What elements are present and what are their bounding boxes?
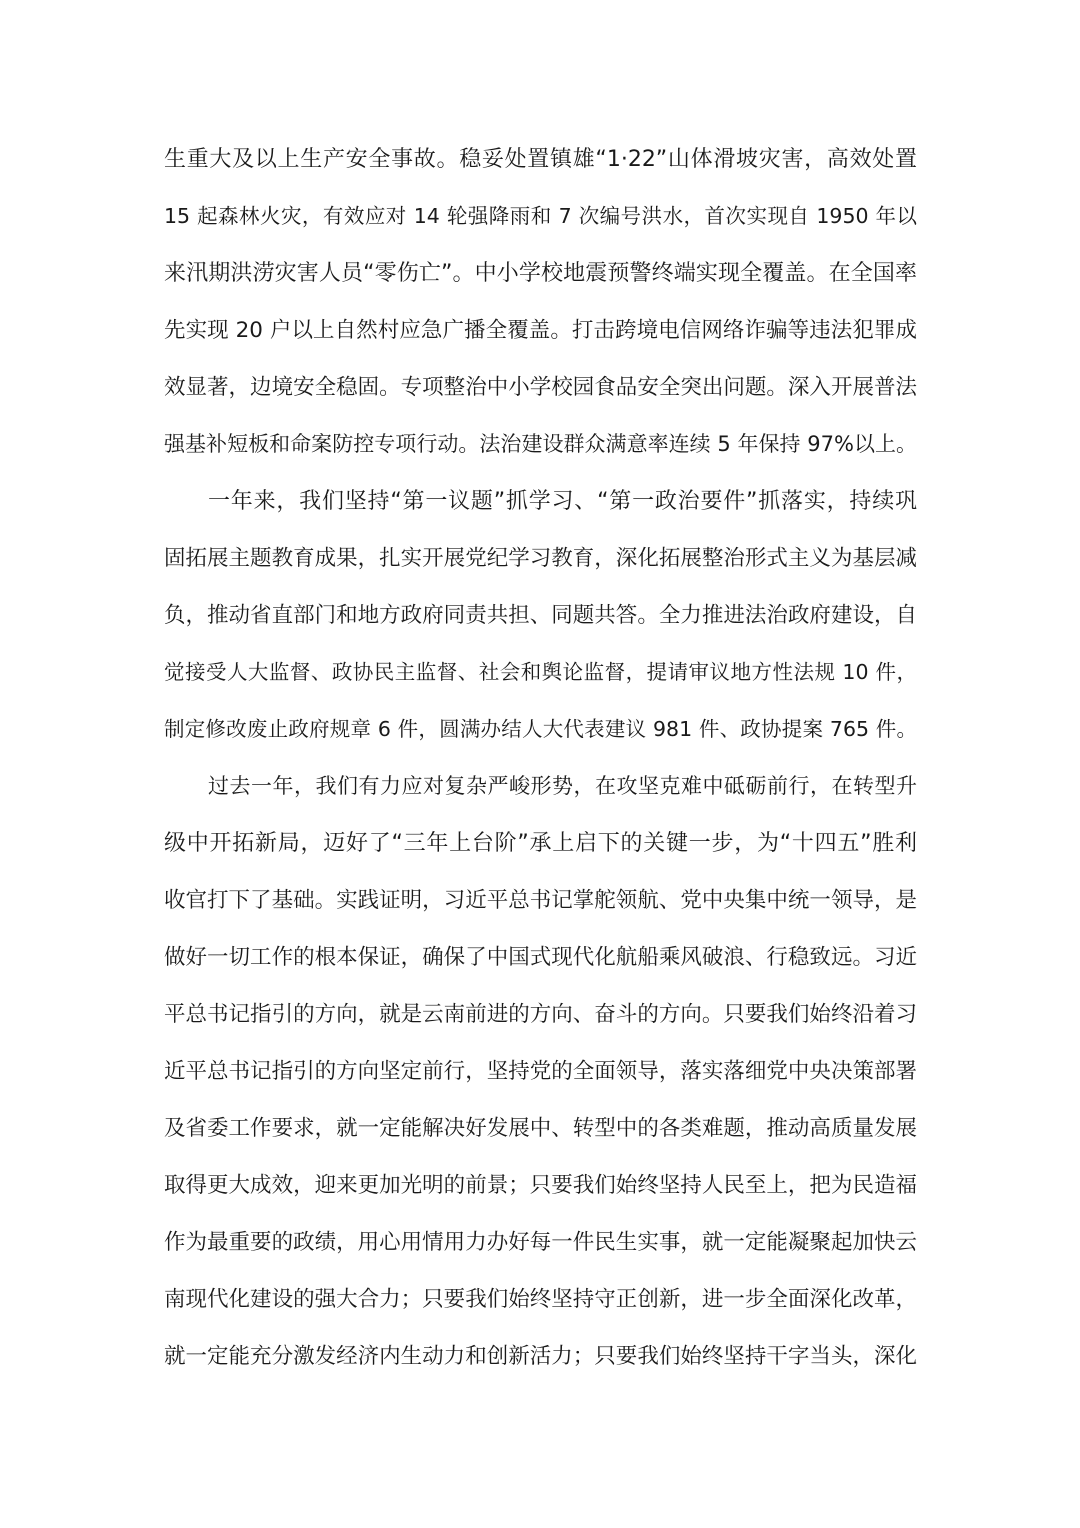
text-line: 取得更大成效，迎来更加光明的前景；只要我们始终坚持人民至上，把为民造福 [164,1173,917,1198]
paragraph-first-line: 一年来，我们坚持“第一议题”抓学习、“第一政治要件”抓落实，持续巩 [208,489,917,514]
text-line: 先实现 20 户以上自然村应急广播全覆盖。打击跨境电信网络诈骗等违法犯罪成 [164,318,917,343]
text-line: 来汛期洪涝灾害人员“零伤亡”。中小学校地震预警终端实现全覆盖。在全国率 [164,261,917,286]
document-body [164,131,917,1385]
text-line: 负，推动省直部门和地方政府同责共担、同题共答。全力推进法治政府建设，自 [164,603,917,628]
text-line: 平总书记指引的方向，就是云南前进的方向、奋斗的方向。只要我们始终沿着习 [164,1002,917,1027]
text-line: 及省委工作要求，就一定能解决好发展中、转型中的各类难题，推动高质量发展 [164,1116,917,1141]
text-line: 做好一切工作的根本保证，确保了中国式现代化航船乘风破浪、行稳致远。习近 [164,945,917,970]
text-line: 收官打下了基础。实践证明，习近平总书记掌舵领航、党中央集中统一领导，是 [164,888,917,913]
text-line: 级中开拓新局，迈好了“三年上台阶”承上启下的关键一步，为“十四五”胜利 [164,831,917,856]
text-line: 作为最重要的政绩，用心用情用力办好每一件民生实事，就一定能凝聚起加快云 [164,1230,917,1255]
text-line: 固拓展主题教育成果，扎实开展党纪学习教育，深化拓展整治形式主义为基层减 [164,546,917,571]
text-line: 就一定能充分激发经济内生动力和创新活力；只要我们始终坚持干字当头，深化 [164,1344,917,1369]
text-line: 效显著，边境安全稳固。专项整治中小学校园食品安全突出问题。深入开展普法 [164,375,917,400]
paragraph-first-line: 过去一年，我们有力应对复杂严峻形势，在攻坚克难中砥砺前行，在转型升 [208,774,917,798]
text-line: 觉接受人大监督、政协民主监督、社会和舆论监督，提请审议地方性法规 10 件， [164,660,917,684]
text-line: 强基补短板和命案防控专项行动。法治建设群众满意率连续 5 年保持 97%以上。 [164,432,917,456]
text-line: 制定修改废止政府规章 6 件，圆满办结人大代表建议 981 件、政协提案 765 件。 [164,717,917,741]
text-line: 南现代化建设的强大合力；只要我们始终坚持守正创新，进一步全面深化改革， [164,1287,917,1312]
text-line: 近平总书记指引的方向坚定前行，坚持党的全面领导，落实落细党中央决策部署 [164,1059,917,1084]
text-line: 生重大及以上生产安全事故。稳妥处置镇雄“1·22”山体滑坡灾害，高效处置 [164,147,917,172]
text-line: 15 起森林火灾，有效应对 14 轮强降雨和 7 次编号洪水，首次实现自 1950 年以 [164,204,917,228]
